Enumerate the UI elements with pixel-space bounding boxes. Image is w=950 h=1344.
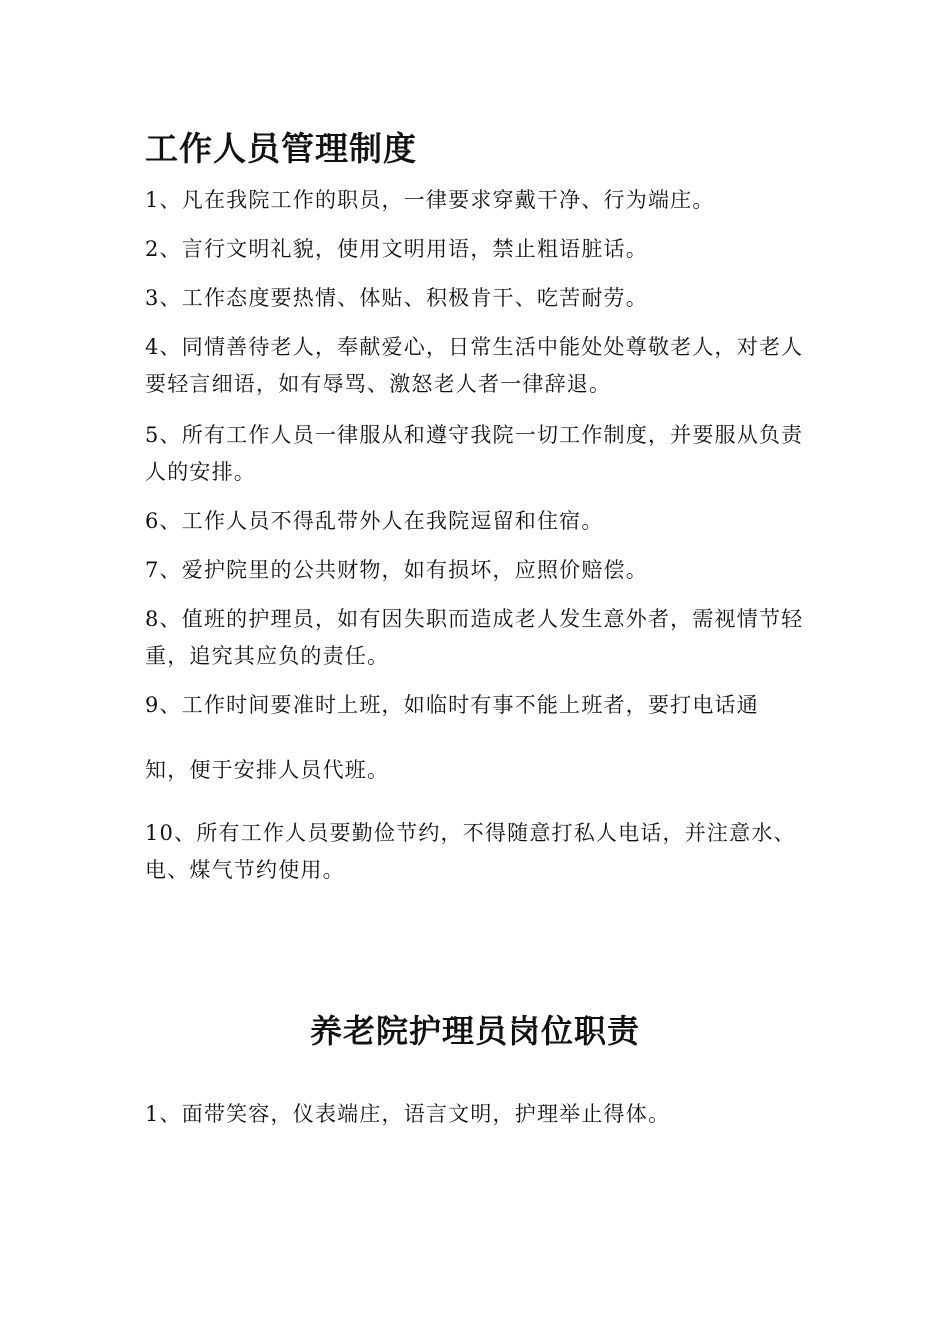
rule-item-8: 8、值班的护理员，如有因失职而造成老人发生意外者，需视情节轻重，追究其应负的责任。: [145, 607, 804, 668]
duty-item-1: 1、面带笑容，仪表端庄，语言文明，护理举止得体。: [145, 1102, 671, 1126]
rule-item-7: 7、爱护院里的公共财物，如有损坏，应照价赔偿。: [145, 558, 648, 582]
rule-item-10: 10、所有工作人员要勤俭节约，不得随意打私人电话，并注意水、电、煤气节约使用。: [145, 821, 796, 882]
rule-item-2: 2、言行文明礼貌，使用文明用语，禁止粗语脏话。: [145, 237, 648, 261]
rule-item-6: 6、工作人员不得乱带外人在我院逗留和住宿。: [145, 509, 604, 533]
section-title-staff-management: 工作人员管理制度: [145, 129, 417, 168]
rule-item-1: 1、凡在我院工作的职员，一律要求穿戴干净、行为端庄。: [145, 188, 715, 212]
rule-item-9-line-1: 9、工作时间要准时上班，如临时有事不能上班者，要打电话通: [145, 693, 759, 717]
rule-item-4: 4、同情善待老人，奉献爱心，日常生活中能处处尊敬老人，对老人要轻言细语，如有辱骂、激怒老人者一律辞退。: [145, 335, 804, 396]
rule-item-3: 3、工作态度要热情、体贴、积极肯干、吃苦耐劳。: [145, 286, 648, 310]
section-title-caregiver-duties: 养老院护理员岗位职责: [309, 1012, 640, 1050]
rule-item-9-line-2: 知，便于安排人员代班。: [145, 758, 390, 782]
rule-item-5: 5、所有工作人员一律服从和遵守我院一切工作制度，并要服从负责人的安排。: [145, 423, 804, 484]
